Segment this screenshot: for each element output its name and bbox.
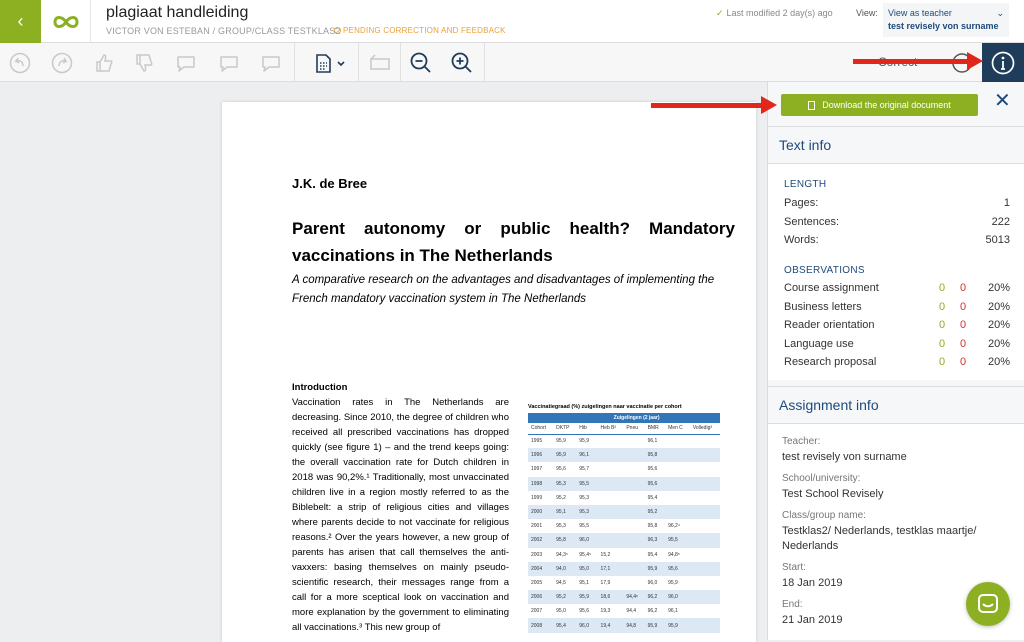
table-cell: 95,3 xyxy=(553,477,576,491)
table-cell xyxy=(623,505,644,519)
document-title: plagiaat handleiding xyxy=(106,4,249,21)
table-column-header: Pneu xyxy=(623,423,644,434)
view-label: View: xyxy=(856,8,878,18)
table-cell: 95,6 xyxy=(556,466,566,473)
close-icon[interactable]: ✕ xyxy=(994,90,1011,112)
table-cell: 2001 xyxy=(531,523,543,530)
zoom-in-icon[interactable] xyxy=(446,43,478,82)
table-cell xyxy=(690,604,720,618)
table-cell: 95,6 xyxy=(645,477,665,491)
table-cell: 96,2 xyxy=(645,590,665,604)
info-panel xyxy=(767,82,1024,640)
table-cell: 94,4 xyxy=(626,608,637,615)
table-cell: 2004 xyxy=(528,562,553,576)
table-cell xyxy=(690,548,720,562)
table-row xyxy=(528,491,720,505)
intro-paragraph: Vaccination rates in The Netherlands are decreasing. Since 2010, the degree of children who received all prescribed vaccinations has dropped quickly (see figure 1) – and the trend keeps going: the overall vaccination rate for Dutch children in 2018 was 90,2%.¹ Traditionally, most unvaccinated children live in a region mostly referred to as the Biblebelt: a strip of religious cities and villages where parents decide to not vaccinate for religious reasons.² Over the years however, a new group of parents has arisen that call themselves the anti-vaxxers: basing themselves on mainly pseudo-scientific research, their messages range from a call for a more sceptical look on vaccination and more explanation by the government to eliminating all vaccinations.³ This new group of xyxy=(292,397,509,633)
positive-count: 0 xyxy=(939,319,946,331)
text-info-heading[interactable]: Text info xyxy=(768,126,1024,164)
info-button[interactable] xyxy=(982,43,1024,82)
table-cell: 95,5 xyxy=(665,533,690,547)
table-cell xyxy=(623,548,644,562)
table-cell: 94,8⁵ xyxy=(668,551,680,558)
table-cell: 95,5 xyxy=(579,523,589,530)
table-cell xyxy=(665,505,690,519)
table-cell: 96,1 xyxy=(576,448,597,462)
table-cell: 2002 xyxy=(528,533,553,547)
table-cell: 1999 xyxy=(531,494,543,501)
table-row xyxy=(528,505,720,519)
table-cell xyxy=(623,434,644,448)
observations-caption: OBSERVATIONS xyxy=(784,265,865,276)
last-modified-text: Last modified 2 day(s) ago xyxy=(726,8,833,18)
table-cell xyxy=(690,462,720,476)
table-row xyxy=(528,604,720,618)
document-page[interactable] xyxy=(222,102,756,642)
view-select[interactable] xyxy=(883,3,1009,37)
observation-percent: 20% xyxy=(987,300,1010,313)
table-cell xyxy=(623,477,644,491)
table-cell: 95,2 xyxy=(553,590,576,604)
table-cell: 1995 xyxy=(531,438,543,445)
undo-icon[interactable] xyxy=(4,43,36,82)
infinity-logo-icon[interactable] xyxy=(41,0,91,43)
table-cell: 1998 xyxy=(528,477,553,491)
table-cell: 95,4 xyxy=(553,618,576,632)
observation-label: Language use xyxy=(784,337,854,350)
table-cell: 15,2 xyxy=(600,551,611,558)
table-cell: 96,3 xyxy=(645,533,665,547)
length-caption: LENGTH xyxy=(784,179,827,190)
table-cell: 95,7 xyxy=(579,466,589,473)
length-value: 1 xyxy=(1003,197,1010,209)
toolbar-divider xyxy=(484,43,485,82)
table-cell: 1997 xyxy=(531,466,543,473)
check-icon: ✓ xyxy=(716,8,724,18)
table-cell xyxy=(623,491,644,505)
table-cell xyxy=(690,590,720,604)
text-info-section xyxy=(768,164,1024,380)
observation-row[interactable] xyxy=(784,319,1010,334)
length-row xyxy=(784,197,1010,212)
info-icon xyxy=(990,50,1016,76)
table-cell xyxy=(690,434,720,448)
table-cell xyxy=(690,477,720,491)
table-cell: 94,0 xyxy=(553,562,576,576)
table-cell: 95,1 xyxy=(579,579,589,586)
chat-button[interactable] xyxy=(966,582,1010,626)
table-cell xyxy=(690,519,720,533)
table-cell: 17,1 xyxy=(598,562,624,576)
table-cell xyxy=(598,533,624,547)
teacher-value: test revisely von surname xyxy=(782,451,907,463)
table-cell: 95,1 xyxy=(553,505,576,519)
clock-icon xyxy=(334,27,341,34)
observation-row[interactable] xyxy=(784,356,1010,371)
table-column-header: BMR xyxy=(645,423,665,434)
observation-label: Reader orientation xyxy=(784,319,875,331)
figure-title: Vaccinatiegraad (%) zuigelingen naar vaccinatie per cohort xyxy=(528,404,682,410)
table-cell: 95,9 xyxy=(553,448,576,462)
positive-count: 0 xyxy=(939,282,946,294)
table-cell xyxy=(598,448,624,462)
observation-percent: 20% xyxy=(987,282,1010,294)
table-column-header: Cohort xyxy=(528,423,553,434)
end-label: End: xyxy=(782,599,803,610)
table-cell: 17,9 xyxy=(600,579,611,586)
table-cell xyxy=(690,533,720,547)
table-cell: 2007 xyxy=(531,608,543,615)
start-value: 18 Jan 2019 xyxy=(782,577,843,589)
tag-icon[interactable] xyxy=(364,43,396,82)
table-cell: 95,4 xyxy=(647,551,658,558)
length-label: Sentences: xyxy=(784,215,840,228)
table-cell: 95,2 xyxy=(645,505,665,519)
table-cell xyxy=(623,576,644,590)
toolbar-divider xyxy=(294,43,295,82)
observation-label: Research proposal xyxy=(784,356,877,368)
table-row xyxy=(528,519,720,533)
chevron-down-icon: ⌄ xyxy=(996,8,1004,18)
table-cell: 96,1 xyxy=(668,608,678,615)
zoom-out-icon[interactable] xyxy=(405,43,437,82)
table-cell: 94,3⁵ xyxy=(556,551,568,558)
view-user: test revisely von surname xyxy=(888,21,999,31)
length-label: Words: xyxy=(784,234,819,246)
table-row xyxy=(528,462,720,476)
table-cell xyxy=(665,434,690,448)
table-cell xyxy=(665,477,690,491)
table-cell xyxy=(623,462,644,476)
thumbs-up-icon[interactable] xyxy=(88,43,120,82)
annotation-arrow xyxy=(651,103,763,108)
teacher-label: Teacher: xyxy=(782,436,821,447)
table-cell xyxy=(598,477,624,491)
table-cell: 95,6 xyxy=(579,608,589,615)
document-heading: Parent autonomy or public health? Mandatory vaccinations in The Netherlands xyxy=(292,219,735,265)
negative-count: 0 xyxy=(960,300,967,313)
length-row xyxy=(784,216,1010,231)
table-cell: 95,0 xyxy=(556,608,566,615)
table-cell: 2008 xyxy=(528,618,553,632)
table-cell: 18,6 xyxy=(598,590,624,604)
table-cell: 96,0 xyxy=(576,618,597,632)
length-value: 5013 xyxy=(985,234,1010,246)
group-value: Testklas2/ Nederlands, testklas maartje/ Nederlands xyxy=(782,525,977,552)
table-cell: 95,9 xyxy=(645,618,665,632)
table-cell xyxy=(690,491,720,505)
table-cell: 96,0 xyxy=(665,590,690,604)
table-group-header: Zuigelingen (2 jaar) xyxy=(553,413,720,423)
toolbar-divider xyxy=(358,43,359,82)
negative-count: 0 xyxy=(960,337,967,350)
status-text: PENDING CORRECTION AND FEEDBACK xyxy=(343,26,506,35)
table-cell: 95,8 xyxy=(645,448,665,462)
length-label: Pages: xyxy=(784,197,819,209)
observation-label: Business letters xyxy=(784,300,862,313)
table-cell: 95,6 xyxy=(647,466,658,473)
table-cell: 95,9 xyxy=(579,438,589,445)
download-original-button[interactable] xyxy=(781,94,978,116)
table-cell: 96,2⁴ xyxy=(668,523,680,530)
end-value: 21 Jan 2019 xyxy=(782,614,843,626)
table-column-header: Hib xyxy=(576,423,597,434)
table-cell xyxy=(598,491,624,505)
school-label: School/university: xyxy=(782,473,861,484)
negative-count: 0 xyxy=(960,282,967,294)
negative-count: 0 xyxy=(960,356,967,368)
table-cell: 2000 xyxy=(528,505,553,519)
highlight-dropdown[interactable] xyxy=(302,43,352,82)
table-cell: 94,5 xyxy=(556,579,566,586)
observation-percent: 20% xyxy=(987,356,1010,368)
assignment-info-heading[interactable]: Assignment info xyxy=(768,386,1024,424)
vaccination-table xyxy=(528,413,720,633)
intro-heading: Introduction xyxy=(292,382,348,393)
table-cell: 95,0 xyxy=(576,562,597,576)
table-row xyxy=(528,548,720,562)
document-subtitle: A comparative research on the advantages and disadvantages of implementing the French mandatory vaccination system in The Netherlands xyxy=(292,274,715,305)
table-row xyxy=(528,533,720,547)
table-cell xyxy=(690,562,720,576)
table-cell xyxy=(690,576,720,590)
table-column-header: Men C xyxy=(665,423,690,434)
table-row xyxy=(528,434,720,448)
observation-row[interactable] xyxy=(784,301,1010,316)
table-cell xyxy=(690,448,720,462)
table-cell: 2005 xyxy=(531,579,543,586)
table-cell xyxy=(690,618,720,632)
table-cell: 94,4⁶ xyxy=(623,590,644,604)
observation-percent: 20% xyxy=(987,319,1010,331)
observation-percent: 20% xyxy=(987,337,1010,350)
table-cell: 19,3 xyxy=(600,608,611,615)
table-cell xyxy=(598,505,624,519)
breadcrumb: VICTOR VON ESTEBAN / GROUP/CLASS TESTKLAS2 xyxy=(106,26,341,36)
table-cell xyxy=(665,448,690,462)
table-row xyxy=(528,562,720,576)
thumbs-down-icon[interactable] xyxy=(128,43,160,82)
positive-count: 0 xyxy=(939,300,946,313)
observation-row[interactable] xyxy=(784,282,1010,297)
table-cell xyxy=(598,462,624,476)
table-cell xyxy=(623,448,644,462)
table-cell xyxy=(623,562,644,576)
observation-row[interactable] xyxy=(784,338,1010,353)
table-cell: 95,6 xyxy=(665,562,690,576)
table-cell: 96,1 xyxy=(647,438,658,445)
table-cell: 95,3 xyxy=(576,505,597,519)
last-modified xyxy=(716,8,833,19)
length-value: 222 xyxy=(991,215,1010,228)
table-cell: 95,3 xyxy=(579,494,589,501)
table-row xyxy=(528,618,720,632)
chat-icon xyxy=(976,592,1000,616)
document-viewer[interactable] xyxy=(0,82,767,640)
comment-icon[interactable] xyxy=(212,43,246,82)
table-cell: 96,2 xyxy=(647,608,658,615)
table-cell: 95,9 xyxy=(668,579,678,586)
table-column-header: Heb B² xyxy=(598,423,624,434)
redo-icon[interactable] xyxy=(46,43,78,82)
table-cell: 95,9 xyxy=(556,438,566,445)
back-button[interactable] xyxy=(0,0,41,43)
table-cell: 95,8 xyxy=(553,533,576,547)
table-cell: 95,9 xyxy=(645,562,665,576)
table-cell: 2003 xyxy=(531,551,543,558)
length-row xyxy=(784,234,1010,249)
table-cell xyxy=(690,505,720,519)
table-cell: 2006 xyxy=(528,590,553,604)
comment-icon[interactable] xyxy=(254,43,288,82)
start-label: Start: xyxy=(782,562,806,573)
figure-table xyxy=(528,404,720,633)
chevron-left-icon: ‹ xyxy=(17,11,24,31)
table-row xyxy=(528,576,720,590)
table-cell: 95,2 xyxy=(556,494,566,501)
table-row xyxy=(528,448,720,462)
table-cell xyxy=(598,434,624,448)
table-cell: 95,4 xyxy=(647,494,658,501)
table-cell: 95,5 xyxy=(576,477,597,491)
positive-count: 0 xyxy=(939,356,946,368)
top-header xyxy=(0,0,1024,43)
status-badge xyxy=(334,26,506,35)
view-option: View as teacher xyxy=(888,8,952,18)
table-cell: 95,4⁵ xyxy=(579,551,592,558)
table-cell xyxy=(623,533,644,547)
comment-icon[interactable] xyxy=(169,43,203,82)
annotation-arrow xyxy=(853,59,969,64)
table-cell: 95,9 xyxy=(576,590,597,604)
table-column-header: Volledig³ xyxy=(690,423,720,434)
table-cell: 95,9 xyxy=(665,618,690,632)
table-column-header: DKTP xyxy=(553,423,576,434)
download-label: Download the original document xyxy=(822,100,951,110)
table-row xyxy=(528,477,720,491)
table-cell xyxy=(598,519,624,533)
table-cell xyxy=(665,462,690,476)
table-cell: 94,8 xyxy=(623,618,644,632)
observation-label: Course assignment xyxy=(784,282,879,294)
toolbar-divider xyxy=(400,43,401,82)
table-cell: 96,0 xyxy=(647,579,658,586)
document-author: J.K. de Bree xyxy=(292,176,368,191)
table-cell: 19,4 xyxy=(598,618,624,632)
positive-count: 0 xyxy=(939,337,946,350)
table-cell: 95,3 xyxy=(556,523,566,530)
table-cell: 96,0 xyxy=(576,533,597,547)
school-value: Test School Revisely xyxy=(782,488,884,500)
table-row xyxy=(528,590,720,604)
table-cell: 95,8 xyxy=(647,523,658,530)
group-label: Class/group name: xyxy=(782,510,866,521)
table-cell xyxy=(665,491,690,505)
table-cell xyxy=(623,519,644,533)
file-icon xyxy=(808,101,815,110)
negative-count: 0 xyxy=(960,319,967,331)
table-cell: 1996 xyxy=(528,448,553,462)
